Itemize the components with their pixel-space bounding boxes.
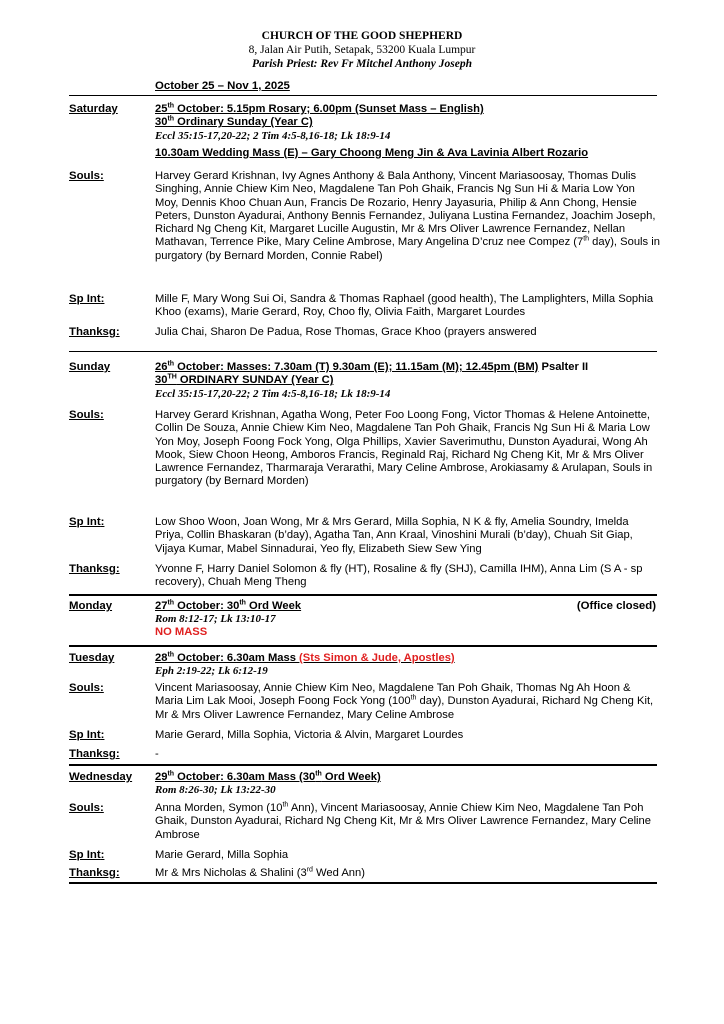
sunday-souls: Harvey Gerard Krishnan, Agatha Wong, Peter Foo Loong Fong, Victor Thomas & Helene Antoinette, Collin De Souza, Annie Chiew Kim Neo, Magdalene Tan Poh Ghaik, Francis Ng Sun Hi & Maria Low Yon Moy, Joseph Foong Fock Yong, Olga Phillips, Xavier Saverimuthu, Dunston Ayadurai, Wong Ah Mook, Siew Choon Heong, Amboros Francis, Reginald Raj, Richard Ng Cheng Kit, Mr & Mrs Oliver Lawrence Fernandez, Tharmaraja Verarathi, Mary Celine Ambrose, Arokiasamy & Arulapan, Souls in purgatory (by Bernard Morden) — [155, 409, 653, 488]
wednesday-souls: Anna Morden, Symon (10th Ann), Vincent Mariasoosay, Annie Chiew Kim Neo, Magdalene Tan Poh Ghaik, Dunston Ayadurai, Richard Ng Cheng Kit, Mr & Mrs Oliver Lawrence Fernandez, Mary Celine Ambrose — [155, 801, 651, 841]
sunday-readings: Eccl 35:15-17,20-22; 2 Tim 4:5-8,16-18; Lk 18:9-14 — [155, 387, 391, 400]
divider — [69, 764, 657, 766]
divider — [69, 645, 657, 647]
day-label-monday: Monday — [69, 600, 113, 612]
saturday-sp-int: Mille F, Mary Wong Sui Oi, Sandra & Thomas Raphael (good health), The Lamplighters, Milla Sophia Khoo (exams), Marie Gerard, Roy, Choo fly, Olivia Faith, Margaret Lourdes — [155, 293, 654, 319]
monday-no-mass: NO MASS — [155, 626, 208, 639]
divider — [69, 882, 657, 884]
label-souls: Souls: — [69, 409, 104, 421]
wednesday-thanksg: Mr & Mrs Nicholas & Shalini (3rd Wed Ann) — [155, 866, 365, 879]
sunday-sp-int: Low Shoo Woon, Joan Wong, Mr & Mrs Gerard, Milla Sophia, N K & fly, Amelia Soundry, Imelda Priya, Collin Bhaskaran (b’day), Agatha Tan, Ann Kraal, Vinoshini Murali (b’day), Chuah Sit Giap, Vijaya Kumar, Mabel Sinnadurai, Yeo fly, Elizabeth Siew Sew Ying — [155, 516, 633, 555]
saturday-mass-line: 25th October: 5.15pm Rosary; 6.00pm (Sunset Mass – English) — [155, 102, 484, 115]
wednesday-sp-int: Marie Gerard, Milla Sophia — [155, 849, 289, 861]
day-label-wednesday: Wednesday — [69, 771, 133, 783]
tuesday-souls: Vincent Mariasoosay, Annie Chiew Kim Neo, Magdalene Tan Poh Ghaik, Thomas Ng Ah Hoon & Maria Lim Lak Mooi, Joseph Foong Fock Yong (100th day), Dunston Ayadurai, Richard Ng Cheng Kit, Mr & Mrs Oliver Lawrence Fernandez, Mary Celine Ambrose — [155, 682, 654, 721]
church-header — [0, 29, 724, 71]
church-name: CHURCH OF THE GOOD SHEPHERD — [261, 30, 463, 42]
tuesday-feast: (Sts Simon & Jude, Apostles) — [299, 652, 455, 664]
wednesday-schedule — [155, 771, 660, 797]
saturday-souls: Harvey Gerard Krishnan, Ivy Agnes Anthony & Bala Anthony, Vincent Mariasoosay, Thomas Dulis Singhing, Annie Chiew Kim Neo, Magdalene Tan Poh Ghaik, Francis Ng Sun Hi & Maria Low Yon Moy, Dennis Khoo Chuan Aun, Francis De Rozario, Henry Jayasuria, Philip & Ann Chong, Hensie Peters, Dunston Ayadurai, Anthony Bennis Fernandez, Juliyana Lustina Fernandez, Joachim Joseph, Richard Ng Cheng Kit, Margaret Lucille Augustin, Mr & Mrs Oliver Lawrence Fernandez, Nellan Mathavan, Terrence Pike, Mary Celine Ambrose, Mary Angelina D’cruz nee Compez (7th day), Souls in purgatory (by Bernard Morden, Connie Rabel) — [155, 170, 660, 262]
divider — [69, 95, 657, 96]
day-label-tuesday: Tuesday — [69, 652, 115, 664]
week-range: October 25 – Nov 1, 2025 — [155, 80, 290, 92]
label-souls: Souls: — [69, 170, 104, 182]
parish-priest: Parish Priest: Rev Fr Mitchel Anthony Joseph — [251, 58, 472, 70]
label-souls: Souls: — [69, 802, 104, 814]
label-thanksg: Thanksg: — [69, 867, 120, 879]
day-label-saturday: Saturday — [69, 103, 118, 115]
label-thanksg: Thanksg: — [69, 563, 120, 575]
label-souls: Souls: — [69, 682, 104, 694]
tuesday-line: 28th October: 6.30am Mass (Sts Simon & Jude, Apostles) — [155, 651, 455, 664]
sunday-mass-line: 26th October: Masses: 7.30am (T) 9.30am (E); 11.15am (M); 12.45pm (BM) Psalter II — [155, 360, 589, 373]
label-thanksg: Thanksg: — [69, 326, 120, 338]
saturday-schedule — [155, 103, 660, 160]
label-thanksg: Thanksg: — [69, 748, 120, 760]
monday-readings: Rom 8:12-17; Lk 13:10-17 — [155, 613, 276, 626]
wednesday-readings: Rom 8:26-30; Lk 13:22-30 — [155, 784, 276, 797]
saturday-thanksg: Julia Chai, Sharon De Padua, Rose Thomas, Grace Khoo (prayers answered — [155, 326, 537, 338]
sunday-schedule — [155, 361, 660, 401]
wednesday-line: 29th October: 6.30am Mass (30th Ord Week) — [155, 770, 381, 783]
sunday-title: 30TH ORDINARY SUNDAY (Year C) — [155, 373, 334, 387]
church-address: 8, Jalan Air Putih, Setapak, 53200 Kuala Lumpur — [248, 44, 476, 56]
sunday-thanksg: Yvonne F, Harry Daniel Solomon & fly (HT), Rosaline & fly (SHJ), Camilla IHM), Anna Lim (S A - sp recovery), Chuah Meng Theng — [155, 563, 643, 589]
day-label-sunday: Sunday — [69, 361, 111, 373]
tuesday-thanksg: - — [155, 748, 159, 760]
monday-line: 27th October: 30th Ord Week — [155, 599, 302, 612]
divider — [69, 594, 657, 596]
saturday-sunday-title: 30th Ordinary Sunday (Year C) — [155, 115, 313, 129]
label-sp-int: Sp Int: — [69, 729, 105, 741]
saturday-readings: Eccl 35:15-17,20-22; 2 Tim 4:5-8,16-18; Lk 18:9-14 — [155, 129, 391, 142]
tuesday-sp-int: Marie Gerard, Milla Sophia, Victoria & Alvin, Margaret Lourdes — [155, 729, 464, 741]
divider — [69, 351, 657, 352]
office-closed-note: (Office closed) — [576, 600, 656, 612]
tuesday-readings: Eph 2:19-22; Lk 6:12-19 — [155, 665, 268, 678]
tuesday-schedule — [155, 652, 660, 678]
saturday-wedding: 10.30am Wedding Mass (E) – Gary Choong Meng Jin & Ava Lavinia Albert Rozario — [155, 146, 589, 159]
label-sp-int: Sp Int: — [69, 849, 105, 861]
label-sp-int: Sp Int: — [69, 516, 105, 528]
label-sp-int: Sp Int: — [69, 293, 105, 305]
